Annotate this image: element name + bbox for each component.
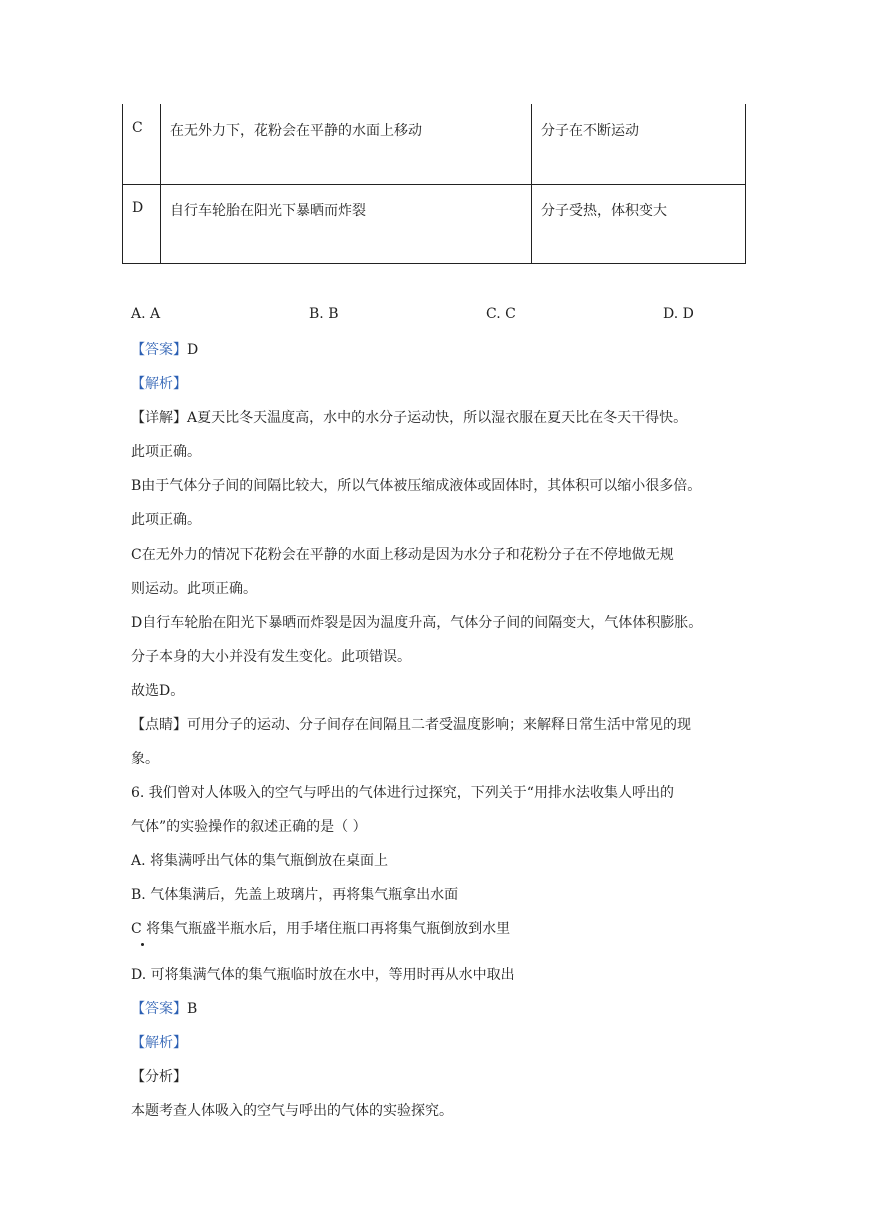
table-row-divider <box>122 184 746 185</box>
detail-line: 此项正确。 <box>131 444 201 460</box>
table-row-phenomenon: 自行车轮胎在阳光下暴晒而炸裂 <box>170 203 366 219</box>
detail-tag: 【详解】 <box>131 410 187 426</box>
answer-tag: 【答案】 <box>131 1001 187 1017</box>
option-c: C. C <box>486 306 516 322</box>
fenxi-tag: 【分析】 <box>131 1069 187 1085</box>
detail-text: A夏天比冬天温度高，水中的水分子运动快，所以湿衣服在夏天比在冬天干得快。 <box>187 410 688 426</box>
analysis-tag: 【解析】 <box>131 1035 187 1051</box>
summary-line: 本题考查人体吸入的空气与呼出的气体的实验探究。 <box>131 1103 453 1119</box>
dot-mark <box>141 943 144 946</box>
option-b: B. B <box>309 306 339 322</box>
comment-text: 可用分子的运动、分子间存在间隔且二者受温度影响；来解释日常生活中常见的现 <box>187 717 691 733</box>
detail-line: 分子本身的大小并没有发生变化。此项错误。 <box>131 649 411 665</box>
comment-line: 象。 <box>131 751 159 767</box>
comment-line <box>131 715 691 735</box>
detail-line <box>131 408 687 428</box>
question-stem: 6. 我们曾对人体吸入的空气与呼出的气体进行过探究，下列关于“用排水法收集人呼出的 <box>131 785 674 801</box>
table-row-explanation: 分子在不断运动 <box>541 123 639 139</box>
analysis-tag: 【解析】 <box>131 376 187 392</box>
detail-line: 此项正确。 <box>131 512 201 528</box>
detail-line: 则运动。此项正确。 <box>131 581 257 597</box>
table-row-letter: D <box>132 200 144 216</box>
table-border-bottom <box>122 263 746 264</box>
question-option-c: C 将集气瓶盛半瓶水后，用手堵住瓶口再将集气瓶倒放到水里 <box>131 921 511 937</box>
option-d: D. D <box>663 306 694 322</box>
comment-tag: 【点睛】 <box>131 717 187 733</box>
table-row-letter: C <box>132 120 143 136</box>
question-option-d: D. 可将集满气体的集气瓶临时放在水中，等用时再从水中取出 <box>131 967 515 983</box>
detail-line: C在无外力的情况下花粉会在平静的水面上移动是因为水分子和花粉分子在不停地做无规 <box>131 547 674 563</box>
question-stem: 气体”的实验操作的叙述正确的是（ ） <box>131 819 367 835</box>
detail-line: 故选D。 <box>131 683 185 699</box>
question-option-a: A. 将集满呼出气体的集气瓶倒放在桌面上 <box>131 853 389 869</box>
option-a: A. A <box>131 306 161 322</box>
table-row-phenomenon: 在无外力下，花粉会在平静的水面上移动 <box>170 123 422 139</box>
table-row-explanation: 分子受热，体积变大 <box>541 203 667 219</box>
answer-line <box>131 340 198 360</box>
comparison-table <box>122 104 746 264</box>
answer-tag: 【答案】 <box>131 342 187 358</box>
answer-value: D <box>187 342 199 358</box>
answer-value: B <box>187 1001 198 1017</box>
answer-line <box>131 999 197 1019</box>
question-option-b: B. 气体集满后，先盖上玻璃片，再将集气瓶拿出水面 <box>131 887 459 903</box>
detail-line: B由于气体分子间的间隔比较大，所以气体被压缩成液体或固体时，其体积可以缩小很多倍。 <box>131 478 702 494</box>
detail-line: D自行车轮胎在阳光下暴晒而炸裂是因为温度升高，气体分子间的间隔变大，气体体积膨胀。 <box>131 615 703 631</box>
